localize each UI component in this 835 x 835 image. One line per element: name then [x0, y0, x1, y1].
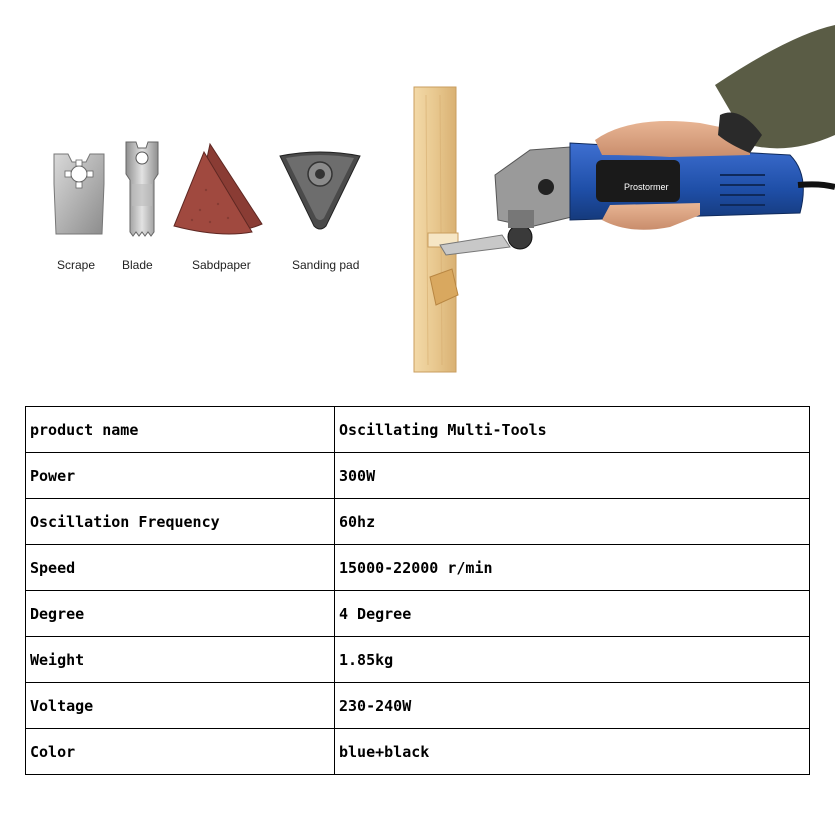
- spec-key: Degree: [26, 591, 335, 637]
- spec-key: Power: [26, 453, 335, 499]
- spec-value: Oscillating Multi-Tools: [335, 407, 810, 453]
- table-row: [26, 683, 810, 729]
- accessory-label-sandpaper: Sabdpaper: [192, 258, 251, 272]
- spec-value: 230-240W: [335, 683, 810, 729]
- specification-table: [25, 406, 810, 775]
- accessory-label-blade: Blade: [122, 258, 153, 272]
- table-row: [26, 591, 810, 637]
- spec-value: 300W: [335, 453, 810, 499]
- oscillating-tool-photo: [370, 15, 835, 380]
- table-row: [26, 729, 810, 775]
- sanding-pad-icon: [276, 148, 364, 232]
- table-row: [26, 453, 810, 499]
- accessory-label-scrape: Scrape: [57, 258, 96, 272]
- spec-value: 1.85kg: [335, 637, 810, 683]
- spec-key: product name: [26, 407, 335, 453]
- table-row: [26, 407, 810, 453]
- scrape-blade-icon: [50, 150, 108, 236]
- table-row: [26, 545, 810, 591]
- table-row: [26, 499, 810, 545]
- accessory-label-sanding-pad: Sanding pad: [292, 258, 360, 272]
- sandpaper-icon: [170, 140, 270, 238]
- spec-key: Oscillation Frequency: [26, 499, 335, 545]
- spec-key: Voltage: [26, 683, 335, 729]
- spec-value: 60hz: [335, 499, 810, 545]
- saw-blade-icon: [122, 140, 162, 238]
- spec-key: Speed: [26, 545, 335, 591]
- spec-value: 15000-22000 r/min: [335, 545, 810, 591]
- spec-value: blue+black: [335, 729, 810, 775]
- table-row: [26, 637, 810, 683]
- spec-key: Color: [26, 729, 335, 775]
- brand-logo-text: Prostormer: [624, 182, 669, 192]
- spec-value: 4 Degree: [335, 591, 810, 637]
- spec-key: Weight: [26, 637, 335, 683]
